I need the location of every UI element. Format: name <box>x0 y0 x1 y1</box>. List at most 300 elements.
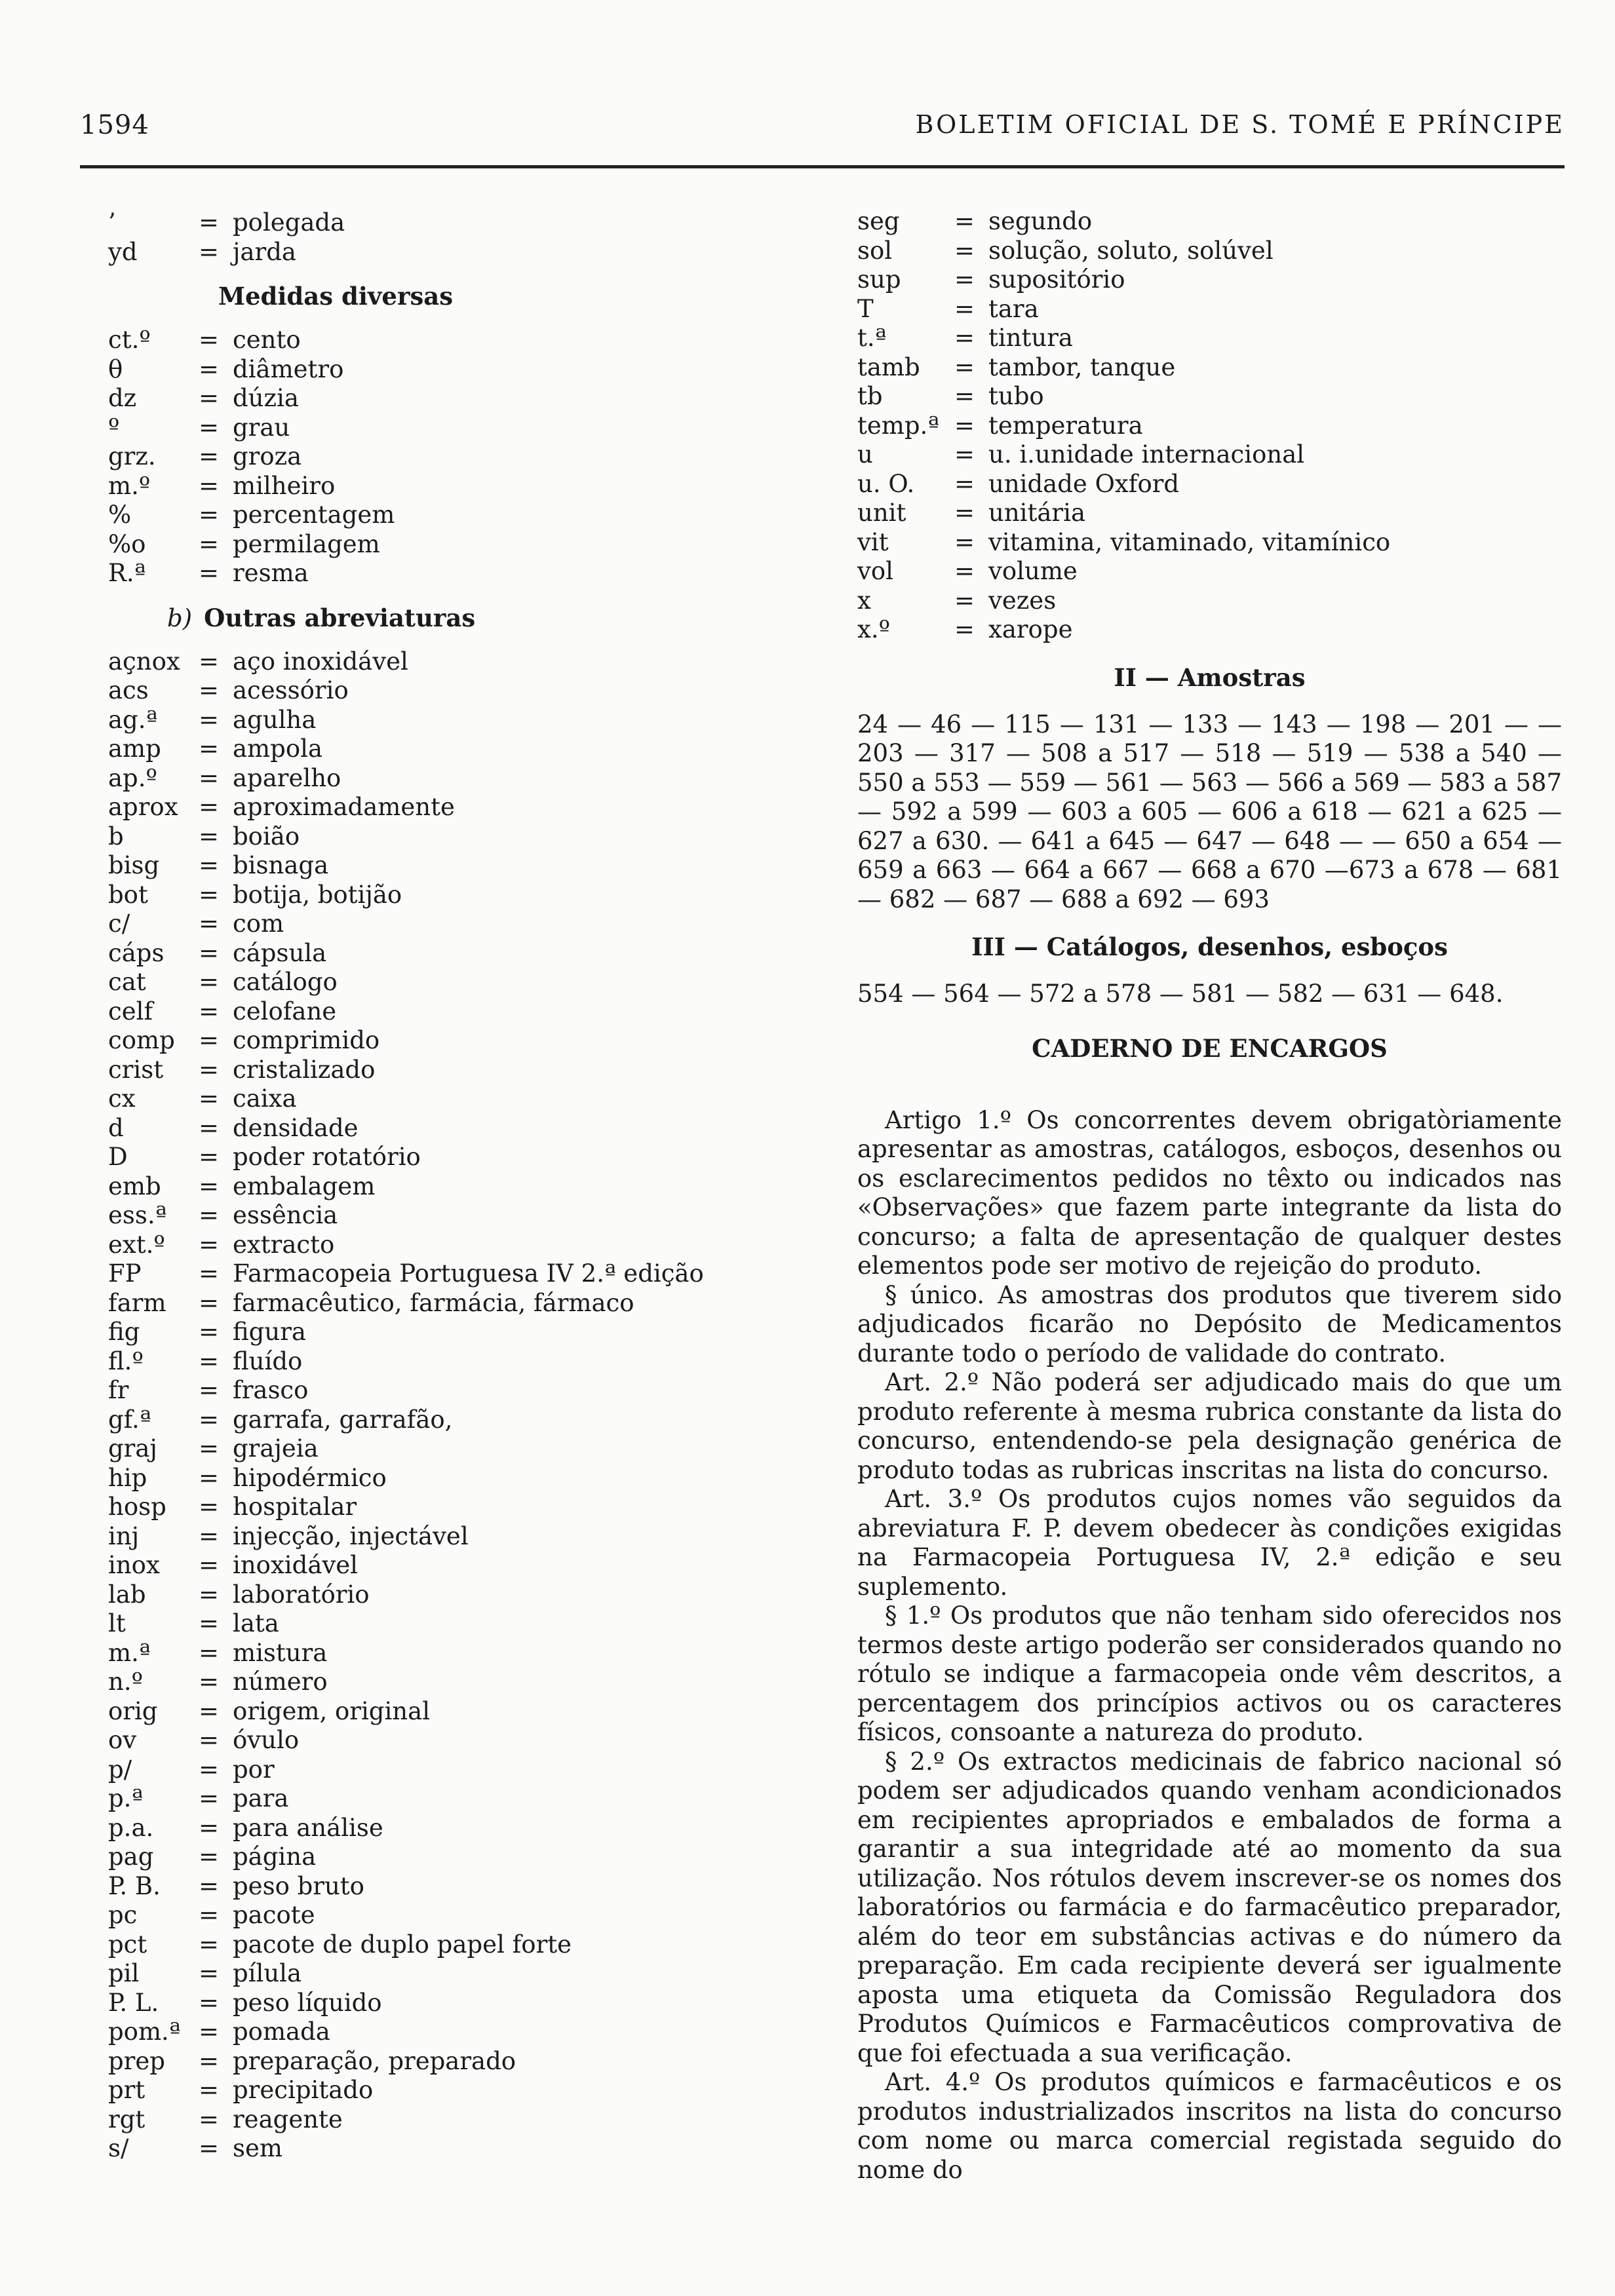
abbreviation-meaning: sem <box>233 2134 282 2162</box>
abbreviation-meaning: resma <box>233 559 309 587</box>
abbreviation-meaning: número <box>233 1668 328 1696</box>
equals-sign: = <box>954 440 975 469</box>
equals-sign: = <box>199 1755 220 1784</box>
abbreviation-row <box>108 939 823 968</box>
abbreviation-row <box>108 676 823 706</box>
abbreviation-meaning: essência <box>233 1201 338 1229</box>
equals-sign: = <box>199 1288 220 1317</box>
abbreviation: º <box>108 413 120 442</box>
abbreviation-meaning: groza <box>233 442 302 470</box>
abbreviation: t.ª <box>857 324 887 352</box>
body-paragraph: Art. 4.º Os produtos químicos e farmacêuticos e os produtos industrializados inscritos na lista do concurso com nome ou marca comercial registada seguido do nome do <box>857 2068 1562 2184</box>
abbreviation-meaning: agulha <box>233 705 317 734</box>
abbreviation-meaning: comprimido <box>233 1026 380 1054</box>
abbreviation-row <box>108 764 823 794</box>
equals-sign: = <box>199 1084 220 1113</box>
equals-sign: = <box>199 384 220 412</box>
abbreviation: x <box>857 586 871 615</box>
abbreviation: u. O. <box>857 469 915 498</box>
equals-sign: = <box>199 1521 220 1550</box>
abbreviation-row <box>108 1026 823 1056</box>
abbreviation-row <box>857 207 1562 237</box>
abbreviation-meaning: tara <box>988 294 1039 323</box>
left-column <box>108 208 823 2164</box>
abbreviation-row <box>108 1464 823 1493</box>
equals-sign: = <box>954 265 975 294</box>
abbreviation: ov <box>108 1726 137 1754</box>
abbreviation: temp.ª <box>857 411 939 440</box>
equals-sign: = <box>199 501 220 529</box>
equals-sign: = <box>199 1347 220 1375</box>
abbreviation-row <box>857 265 1562 295</box>
abbreviation-row <box>857 615 1562 645</box>
abbreviation-meaning: percentagem <box>233 501 395 529</box>
abbreviation-row <box>108 822 823 852</box>
abbreviation: comp <box>108 1026 175 1054</box>
abbreviation: ess.ª <box>108 1201 167 1229</box>
equals-sign: = <box>199 705 220 734</box>
abbreviation: orig <box>108 1696 158 1725</box>
abbreviation: farm <box>108 1288 166 1317</box>
abbreviation-row <box>108 208 823 238</box>
abbreviation-meaning: fluído <box>233 1347 303 1375</box>
equals-sign: = <box>199 676 220 704</box>
abbreviation-meaning: cristalizado <box>233 1055 376 1084</box>
abbreviation: pct <box>108 1930 147 1959</box>
abbreviation: u <box>857 440 873 469</box>
equals-sign: = <box>199 1493 220 1521</box>
abbreviation-meaning: lata <box>233 1609 279 1637</box>
abbreviation-row <box>857 237 1562 266</box>
equals-sign: = <box>199 735 220 763</box>
abbreviation: fl.º <box>108 1347 144 1375</box>
equals-sign: = <box>199 1901 220 1929</box>
abbreviation-row <box>108 1522 823 1552</box>
abbreviation-meaning: aço inoxidável <box>233 647 408 676</box>
equals-sign: = <box>954 324 975 352</box>
abbreviation: m.º <box>108 471 151 500</box>
abbreviation: ’ <box>108 208 116 237</box>
equals-sign: = <box>199 2134 220 2162</box>
abbreviation-meaning: tintura <box>988 324 1073 352</box>
abbreviation-row <box>108 1784 823 1814</box>
equals-sign: = <box>954 615 975 643</box>
abbreviation: inj <box>108 1521 140 1550</box>
equals-sign: = <box>199 1026 220 1054</box>
abbreviation-meaning: grajeia <box>233 1434 319 1463</box>
abbreviation: sol <box>857 236 893 265</box>
measures-list <box>108 326 823 588</box>
abbreviation: p.ª <box>108 1784 144 1812</box>
abbreviation-row <box>108 2105 823 2135</box>
abbreviation: emb <box>108 1172 161 1200</box>
abbreviation-meaning: figura <box>233 1318 306 1346</box>
abbreviation: m.ª <box>108 1638 151 1667</box>
equals-sign: = <box>199 1609 220 1637</box>
abbreviation-meaning: catálogo <box>233 968 338 996</box>
equals-sign: = <box>954 353 975 381</box>
abbreviation: P. L. <box>108 1988 159 2017</box>
equals-sign: = <box>199 529 220 558</box>
abbreviation-row <box>108 1959 823 1989</box>
abbreviation: rgt <box>108 2105 146 2133</box>
equals-sign: = <box>199 237 220 266</box>
abbreviation: grz. <box>108 442 156 470</box>
abbreviation-row <box>108 1318 823 1347</box>
equals-sign: = <box>954 557 975 585</box>
abbreviation: graj <box>108 1434 157 1463</box>
abbreviation-row <box>108 1143 823 1172</box>
abbreviation-row <box>108 530 823 560</box>
abbreviation-row <box>108 1580 823 1610</box>
abbreviation-meaning: diâmetro <box>233 354 344 383</box>
page-number: 1594 <box>80 110 149 140</box>
abbreviation-row <box>857 440 1562 470</box>
abbreviation-meaning: garrafa, garrafão, <box>233 1405 453 1434</box>
equals-sign: = <box>199 997 220 1025</box>
abbreviation-row <box>108 384 823 413</box>
abbreviation-row <box>108 238 823 267</box>
abbreviation-meaning: embalagem <box>233 1172 376 1200</box>
abbreviation-row <box>108 1084 823 1114</box>
abbreviation-row <box>108 997 823 1027</box>
abbreviation-meaning: peso bruto <box>233 1871 364 1900</box>
abbreviation-meaning: aproximadamente <box>233 793 455 821</box>
abbreviation-row <box>108 1814 823 1843</box>
abbreviation: ag.ª <box>108 705 158 734</box>
abbreviation-meaning: cápsula <box>233 938 327 967</box>
abbreviation-meaning: pomada <box>233 2018 330 2046</box>
right-column <box>857 207 1562 2185</box>
samples-heading: II — Amostras <box>1114 662 1306 692</box>
equals-sign: = <box>199 1230 220 1259</box>
abbreviation: b <box>108 822 124 851</box>
abbreviation-row <box>108 1639 823 1668</box>
equals-sign: = <box>199 2076 220 2104</box>
abbreviation: T <box>857 294 874 323</box>
equals-sign: = <box>199 2018 220 2046</box>
right-abbreviations-list <box>857 207 1562 645</box>
abbreviation-meaning: densidade <box>233 1113 359 1142</box>
abbreviation: s/ <box>108 2134 129 2162</box>
equals-sign: = <box>199 1405 220 1434</box>
equals-sign: = <box>199 1638 220 1667</box>
header-rule <box>80 165 1565 168</box>
abbreviation-meaning: ampola <box>233 735 322 763</box>
equals-sign: = <box>954 294 975 323</box>
equals-sign: = <box>199 2046 220 2075</box>
abbreviation-meaning: origem, original <box>233 1696 431 1725</box>
abbreviation: FP <box>108 1259 142 1288</box>
equals-sign: = <box>199 793 220 821</box>
abbreviation: pom.ª <box>108 2018 181 2046</box>
abbreviation: prt <box>108 2076 146 2104</box>
abbreviation: inox <box>108 1551 160 1579</box>
abbreviation-row <box>108 1697 823 1727</box>
equals-sign: = <box>199 1318 220 1346</box>
spacer <box>857 1088 1562 1106</box>
equals-sign: = <box>199 1871 220 1900</box>
abbreviation: ext.º <box>108 1230 165 1259</box>
abbreviation-meaning: pacote <box>233 1901 315 1929</box>
other-abbreviations-heading <box>108 588 823 647</box>
abbreviation-row <box>857 470 1562 499</box>
equals-sign: = <box>199 1668 220 1696</box>
equals-sign: = <box>199 1551 220 1579</box>
abbreviation-meaning: precipitado <box>233 2076 374 2104</box>
abbreviation: vol <box>857 557 894 585</box>
equals-sign: = <box>199 1113 220 1142</box>
abbreviation-row <box>108 1989 823 2018</box>
equals-sign: = <box>199 968 220 996</box>
top-units-list <box>108 208 823 267</box>
abbreviation: P. B. <box>108 1871 161 1900</box>
equals-sign: = <box>199 413 220 442</box>
abbreviation-meaning: grau <box>233 413 290 442</box>
abbreviation-row <box>108 1551 823 1580</box>
equals-sign: = <box>199 763 220 792</box>
equals-sign: = <box>199 1434 220 1463</box>
abbreviation-row <box>108 2076 823 2105</box>
abbreviation-row <box>857 557 1562 586</box>
abbreviation-row <box>108 1930 823 1960</box>
abbreviation-row <box>108 1056 823 1085</box>
abbreviation: lab <box>108 1580 146 1609</box>
abbreviation-meaning: com <box>233 909 284 938</box>
equals-sign: = <box>199 1055 220 1084</box>
abbreviation-meaning: celofane <box>233 997 337 1025</box>
page-header <box>80 110 1565 147</box>
abbreviation: acs <box>108 676 149 704</box>
abbreviation-row <box>108 1872 823 1902</box>
abbreviation-row <box>857 411 1562 441</box>
abbreviation: lt <box>108 1609 126 1637</box>
body-paragraph: § único. As amostras dos produtos que tiverem sido adjudicados ficarão no Depósito de Medicamentos durante todo o período de validade do contrato. <box>857 1280 1562 1368</box>
running-title: BOLETIM OFICIAL DE S. TOMÉ E PRÍNCIPE <box>915 110 1565 139</box>
body-paragraph: Art. 3.º Os produtos cujos nomes vão seguidos da abreviatura F. P. devem obedecer às condições exigidas na Farmacopeia Portuguesa IV, 2.ª edição e seu suplemento. <box>857 1485 1562 1601</box>
abbreviation-row <box>857 382 1562 411</box>
abbreviation-row <box>857 586 1562 616</box>
charges-heading: CADERNO DE ENCARGOS <box>1032 1033 1388 1063</box>
abbreviation-meaning: solução, soluto, solúvel <box>988 236 1274 265</box>
equals-sign: = <box>199 471 220 500</box>
abbreviation: n.º <box>108 1668 143 1696</box>
abbreviation-meaning: aparelho <box>233 763 341 792</box>
abbreviation-meaning: pacote de duplo papel forte <box>233 1930 572 1959</box>
abbreviation-meaning: preparação, preparado <box>233 2046 516 2075</box>
equals-sign: = <box>954 469 975 498</box>
abbreviation-meaning: poder rotatório <box>233 1143 421 1171</box>
abbreviation-meaning: injecção, injectável <box>233 1521 469 1550</box>
abbreviation-row <box>857 324 1562 353</box>
abbreviation-meaning: página <box>233 1843 317 1871</box>
body-paragraph: § 1.º Os produtos que não tenham sido oferecidos nos termos deste artigo poderão ser considerados quando no rótulo se indique a farmacopeia onde vêm descritos, a percentagem dos princípios activos ou os caracteres físicos, consoante a natureza do produto. <box>857 1601 1562 1746</box>
abbreviation-meaning: peso líquido <box>233 1988 382 2017</box>
equals-sign: = <box>954 411 975 440</box>
equals-sign: = <box>954 527 975 556</box>
abbreviation-row <box>108 1347 823 1377</box>
abbreviation: bot <box>108 880 148 909</box>
equals-sign: = <box>954 207 975 235</box>
equals-sign: = <box>199 647 220 676</box>
abbreviation: pc <box>108 1901 138 1929</box>
abbreviation: θ <box>108 354 123 383</box>
abbreviation: bisg <box>108 851 160 879</box>
abbreviation-meaning: tubo <box>988 382 1044 410</box>
abbreviation-meaning: unidade Oxford <box>988 469 1180 498</box>
abbreviation-meaning: para <box>233 1784 289 1812</box>
abbreviation: ap.º <box>108 763 157 792</box>
equals-sign: = <box>199 1988 220 2017</box>
equals-sign: = <box>199 822 220 851</box>
abbreviation-row <box>108 793 823 822</box>
abbreviation: % <box>108 501 132 529</box>
abbreviation: açnox <box>108 647 180 676</box>
abbreviation-row <box>108 1609 823 1639</box>
equals-sign: = <box>199 1201 220 1229</box>
abbreviation-meaning: laboratório <box>233 1580 370 1609</box>
abbreviation-row <box>108 1376 823 1406</box>
abbreviation-row <box>108 1201 823 1231</box>
other-abbreviations-list <box>108 647 823 2164</box>
abbreviation-row <box>108 1289 823 1318</box>
abbreviation-row <box>108 1901 823 1930</box>
abbreviation-meaning: bisnaga <box>233 851 329 879</box>
abbreviation: ct.º <box>108 326 151 354</box>
abbreviation-meaning: inoxidável <box>233 1551 359 1579</box>
abbreviation: prep <box>108 2046 165 2075</box>
equals-sign: = <box>199 1930 220 1959</box>
abbreviation-row <box>108 647 823 677</box>
abbreviation-row <box>857 353 1562 383</box>
abbreviation-row <box>108 1259 823 1289</box>
abbreviation-meaning: reagente <box>233 2105 343 2133</box>
abbreviation-meaning: vitamina, vitaminado, vitamínico <box>988 527 1391 556</box>
samples-text: 24 — 46 — 115 — 131 — 133 — 143 — 198 — 201 — — 203 — 317 — 508 a 517 — 518 — 519 — 538 a 540 —550 a 553 — 559 — 561 — 563 — 566 a 569 — 583 a 587 — 592 a 599 — 603 a 605 — 606 a 618 — 621 a 625 — 627 a 630. — 641 a 645 — 647 — 648 — — 650 a 654 — 659 a 663 — 664 a 667 — 668 a 670 —673 a 678 — 681 — 682 — 687 — 688 a 692 — 693 <box>857 710 1562 913</box>
abbreviation-meaning: dúzia <box>233 384 299 412</box>
catalogs-heading: III — Catálogos, desenhos, esboços <box>971 932 1448 961</box>
abbreviation-row <box>108 326 823 355</box>
equals-sign: = <box>199 1580 220 1609</box>
abbreviation-meaning: milheiro <box>233 471 336 500</box>
abbreviation: hip <box>108 1463 147 1492</box>
abbreviation-row <box>108 968 823 997</box>
abbreviation-meaning: vezes <box>988 586 1057 615</box>
body-paragraph: Artigo 1.º Os concorrentes devem obrigatòriamente apresentar as amostras, catálogos, esboços, desenhos ou os esclarecimentos pedidos no têxto ou indicados nas «Observações» que fazem parte integrante da lista do concurso; a falta de apresentação de qualquer destes elementos pode ser motivo de rejeição do produto. <box>857 1105 1562 1280</box>
abbreviation-row <box>108 1493 823 1522</box>
abbreviation: vit <box>857 527 889 556</box>
abbreviation: unit <box>857 499 906 527</box>
equals-sign: = <box>954 586 975 615</box>
abbreviation: cat <box>108 968 146 996</box>
equals-sign: = <box>954 382 975 410</box>
equals-sign: = <box>954 236 975 265</box>
abbreviation: p/ <box>108 1755 132 1784</box>
abbreviation: p.a. <box>108 1813 154 1842</box>
measures-heading: Medidas diversas <box>218 282 454 311</box>
equals-sign: = <box>199 1463 220 1492</box>
abbreviation: aprox <box>108 793 178 821</box>
equals-sign: = <box>199 1843 220 1871</box>
equals-sign: = <box>199 1959 220 1987</box>
abbreviation: fig <box>108 1318 140 1346</box>
abbreviation-row <box>108 2047 823 2076</box>
abbreviation-row <box>108 1755 823 1785</box>
abbreviation-row <box>108 1668 823 1697</box>
abbreviation-row <box>857 499 1562 528</box>
abbreviation: cáps <box>108 938 165 967</box>
abbreviation-row <box>108 1843 823 1872</box>
abbreviation-meaning: frasco <box>233 1376 309 1404</box>
abbreviation: tamb <box>857 353 920 381</box>
abbreviation: seg <box>857 207 900 235</box>
abbreviation: %o <box>108 529 146 558</box>
abbreviation-row <box>108 1114 823 1143</box>
equals-sign: = <box>199 442 220 470</box>
abbreviation-meaning: tambor, tanque <box>988 353 1176 381</box>
abbreviation-meaning: polegada <box>233 208 345 237</box>
other-abbreviations-heading-text: Outras abreviaturas <box>204 603 476 632</box>
abbreviation-meaning: temperatura <box>988 411 1143 440</box>
abbreviation-meaning: xarope <box>988 615 1073 643</box>
abbreviation-meaning: segundo <box>988 207 1093 235</box>
abbreviation-meaning: cento <box>233 326 301 354</box>
equals-sign: = <box>199 354 220 383</box>
abbreviation-row <box>108 1434 823 1464</box>
abbreviation-row <box>108 1231 823 1260</box>
abbreviation: pil <box>108 1959 140 1987</box>
abbreviation-meaning: supositório <box>988 265 1125 294</box>
abbreviation: sup <box>857 265 901 294</box>
abbreviation-meaning: Farmacopeia Portuguesa IV 2.ª edição <box>233 1259 704 1288</box>
section-marker: b) <box>167 603 193 632</box>
abbreviation-row <box>108 355 823 385</box>
abbreviation-meaning: mistura <box>233 1638 328 1667</box>
abbreviation-row <box>108 1406 823 1435</box>
abbreviation-row <box>108 2018 823 2047</box>
abbreviation-meaning: farmacêutico, farmácia, fármaco <box>233 1288 634 1317</box>
abbreviation-meaning: unitária <box>988 499 1085 527</box>
equals-sign: = <box>199 1259 220 1288</box>
equals-sign: = <box>199 1726 220 1754</box>
abbreviation-row <box>857 295 1562 324</box>
abbreviation-row <box>108 2134 823 2164</box>
abbreviation: gf.ª <box>108 1405 151 1434</box>
equals-sign: = <box>199 1813 220 1842</box>
abbreviation-meaning: extracto <box>233 1230 335 1259</box>
abbreviation: yd <box>108 237 138 266</box>
equals-sign: = <box>199 1376 220 1404</box>
equals-sign: = <box>199 2105 220 2133</box>
abbreviation-row <box>108 909 823 939</box>
abbreviation-meaning: acessório <box>233 676 349 704</box>
abbreviation: crist <box>108 1055 164 1084</box>
charges-body <box>857 1106 1562 2185</box>
abbreviation: d <box>108 1113 124 1142</box>
abbreviation-meaning: para análise <box>233 1813 383 1842</box>
abbreviation-row <box>108 735 823 764</box>
equals-sign: = <box>199 909 220 938</box>
equals-sign: = <box>199 851 220 879</box>
abbreviation: x.º <box>857 615 891 643</box>
abbreviation: cx <box>108 1084 136 1113</box>
equals-sign: = <box>199 559 220 587</box>
body-paragraph: Art. 2.º Não poderá ser adjudicado mais do que um produto referente à mesma rubrica constante da lista do concurso, entendendo-se pela designação genérica de produto todas as rubricas inscritas na lista do concurso. <box>857 1368 1562 1484</box>
catalogs-text: 554 — 564 — 572 a 578 — 581 — 582 — 631 — 648. <box>857 980 1504 1008</box>
equals-sign: = <box>199 1784 220 1812</box>
equals-sign: = <box>954 499 975 527</box>
equals-sign: = <box>199 326 220 354</box>
